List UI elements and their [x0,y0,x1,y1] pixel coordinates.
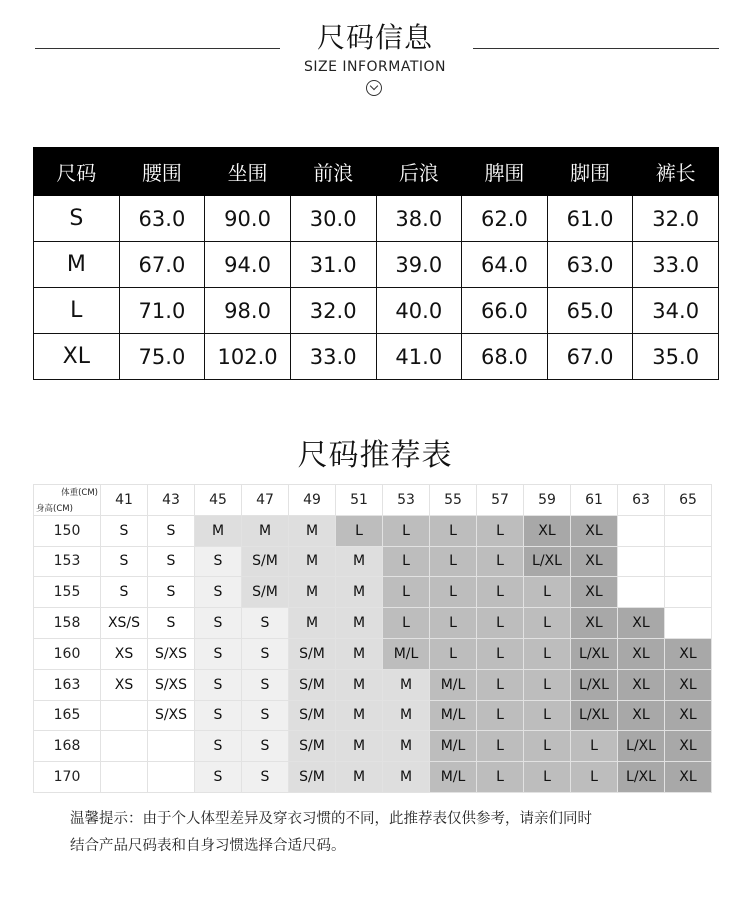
table-row [34,288,719,334]
height-header-cell: 153 [34,546,101,577]
measurement-cell: 64.0 [462,242,548,288]
height-header-cell: 170 [34,762,101,793]
measurement-cell: 67.0 [547,334,633,380]
size-table-header-cell: 腰围 [119,148,205,196]
table-row [34,242,719,288]
measurement-cell: 94.0 [205,242,291,288]
weight-header-cell: 57 [477,485,524,516]
page-title: 尺码信息 [316,21,433,54]
recommend-size-cell: M [289,515,336,546]
weight-header-cell: 49 [289,485,336,516]
weight-header-row [34,485,712,516]
recommend-size-cell: M [336,577,383,608]
recommend-size-cell [618,546,665,577]
recommend-size-cell: S [242,608,289,639]
weight-header-cell: 65 [665,485,712,516]
measurement-cell: 90.0 [205,196,291,242]
recommend-size-cell: S [195,669,242,700]
recommend-size-cell: M [242,515,289,546]
recommend-size-cell: L [477,515,524,546]
recommend-size-cell: L/XL [618,762,665,793]
recommend-size-cell: L [524,638,571,669]
weight-header-cell: 59 [524,485,571,516]
recommend-size-cell: L/XL [571,669,618,700]
weight-header-cell: 45 [195,485,242,516]
recommend-size-cell: S [101,577,148,608]
weight-header-cell: 47 [242,485,289,516]
recommend-size-cell: L [524,669,571,700]
recommend-size-cell [101,731,148,762]
measurement-cell: 35.0 [633,334,719,380]
recommend-size-cell: XS/S [101,608,148,639]
recommend-size-cell: S/XS [148,700,195,731]
measurement-cell: 39.0 [376,242,462,288]
recommend-size-cell: S [195,638,242,669]
recommend-size-cell: L/XL [618,731,665,762]
measurement-cell: 98.0 [205,288,291,334]
recommend-size-cell: S [195,546,242,577]
recommend-size-cell: XL [524,515,571,546]
recommend-size-cell: M/L [383,638,430,669]
recommend-size-cell: S [242,700,289,731]
measurement-cell: 63.0 [547,242,633,288]
table-row [34,762,712,793]
recommend-size-cell: L [524,731,571,762]
recommend-size-cell: L/XL [571,638,618,669]
measurement-cell: 71.0 [119,288,205,334]
recommend-size-cell: L [524,608,571,639]
recommend-size-cell [665,608,712,639]
recommend-size-cell: S/M [289,762,336,793]
size-table-header-cell: 尺码 [34,148,120,196]
table-row [34,608,712,639]
recommend-size-cell: XL [618,608,665,639]
weight-axis-label: 体重(CM) [61,488,98,498]
measurement-cell: 65.0 [547,288,633,334]
recommend-size-cell: S/M [242,546,289,577]
recommend-size-cell: XL [571,608,618,639]
measurement-cell: 38.0 [376,196,462,242]
corner-cell [34,485,101,516]
recommend-size-cell [148,731,195,762]
recommend-size-cell: M [336,762,383,793]
table-row [34,577,712,608]
weight-header-cell: 41 [101,485,148,516]
recommend-size-cell: XS [101,638,148,669]
recommend-size-cell: S [195,731,242,762]
recommend-size-cell: M [383,762,430,793]
table-row [34,669,712,700]
recommend-size-cell: L [477,700,524,731]
recommend-size-cell [148,762,195,793]
recommend-size-cell: M/L [430,700,477,731]
measurement-cell: 75.0 [119,334,205,380]
recommend-size-cell: S/M [242,577,289,608]
recommend-size-cell: L [430,638,477,669]
height-header-cell: 168 [34,731,101,762]
size-label-cell: S [34,196,120,242]
recommend-size-cell: XL [665,731,712,762]
recommend-size-cell: M/L [430,762,477,793]
recommend-size-cell: S/XS [148,669,195,700]
recommend-size-cell: XL [571,515,618,546]
measurement-cell: 66.0 [462,288,548,334]
recommend-size-cell: L [571,731,618,762]
measurement-cell: 63.0 [119,196,205,242]
size-table-header-cell: 脾围 [462,148,548,196]
recommend-size-cell: L [383,608,430,639]
recommend-size-cell: L [524,762,571,793]
recommend-size-cell: XL [618,700,665,731]
tip-note-line-1: 温馨提示：由于个人体型差异及穿衣习惯的不同，此推荐表仅供参考，请亲们同时 [70,811,592,827]
size-label-cell: L [34,288,120,334]
size-table-header-cell: 裤长 [633,148,719,196]
recommend-size-cell: S [148,515,195,546]
recommend-size-cell: XS [101,669,148,700]
recommend-size-cell [618,577,665,608]
measurement-cell: 62.0 [462,196,548,242]
recommend-size-cell: S [195,762,242,793]
table-row [34,546,712,577]
recommend-size-cell: L [430,577,477,608]
recommend-size-cell: L [524,700,571,731]
measurement-cell: 41.0 [376,334,462,380]
weight-header-cell: 51 [336,485,383,516]
weight-header-cell: 61 [571,485,618,516]
recommend-size-cell [665,577,712,608]
measurement-cell: 61.0 [547,196,633,242]
recommend-size-cell: L [383,577,430,608]
measurement-cell: 32.0 [290,288,376,334]
weight-header-cell: 55 [430,485,477,516]
recommend-title: 尺码推荐表 [297,438,453,473]
recommend-size-cell: S/M [289,700,336,731]
table-row [34,700,712,731]
recommend-size-cell: S [195,700,242,731]
measurement-cell: 68.0 [462,334,548,380]
measurement-cell: 33.0 [633,242,719,288]
size-label-cell: XL [34,334,120,380]
recommend-size-cell: L [430,608,477,639]
measurement-cell: 31.0 [290,242,376,288]
recommend-size-cell: S/XS [148,638,195,669]
weight-header-cell: 43 [148,485,195,516]
recommend-size-cell: M [336,731,383,762]
recommend-size-cell: M [336,608,383,639]
table-row [34,334,719,380]
size-recommend-table [33,484,712,793]
recommend-size-cell: S [242,762,289,793]
height-axis-label: 身高(CM) [36,503,73,514]
measurement-cell: 33.0 [290,334,376,380]
measurement-cell: 102.0 [205,334,291,380]
measurement-cell: 67.0 [119,242,205,288]
recommend-size-cell: S [242,731,289,762]
recommend-size-cell: L/XL [524,546,571,577]
recommend-size-cell: M/L [430,731,477,762]
recommend-size-cell [101,700,148,731]
measurement-cell: 30.0 [290,196,376,242]
recommend-size-cell: XL [618,669,665,700]
recommend-size-cell: L [477,546,524,577]
size-table-header-row [34,148,719,196]
recommend-size-cell: L [477,762,524,793]
weight-header-cell: 63 [618,485,665,516]
recommend-size-cell: M [383,700,430,731]
height-header-cell: 163 [34,669,101,700]
recommend-size-cell: XL [665,669,712,700]
recommend-size-cell: L/XL [571,700,618,731]
tip-note-line-2: 结合产品尺码表和自身习惯选择合适尺码。 [70,838,346,854]
recommend-size-cell: L [477,731,524,762]
recommend-size-cell: L [477,577,524,608]
weight-header-cell: 53 [383,485,430,516]
recommend-size-cell: S [101,515,148,546]
size-table-header-cell: 脚围 [547,148,633,196]
size-table-body [34,196,719,380]
recommend-size-cell [665,515,712,546]
recommend-size-cell: S [195,577,242,608]
table-row [34,731,712,762]
size-table-header-cell: 坐围 [205,148,291,196]
recommend-size-cell: XL [618,638,665,669]
recommend-size-cell: S/M [289,638,336,669]
measurement-cell: 40.0 [376,288,462,334]
height-header-cell: 165 [34,700,101,731]
height-header-cell: 150 [34,515,101,546]
recommend-size-cell: L [571,762,618,793]
recommend-size-cell: S/M [289,669,336,700]
size-table [33,147,719,380]
recommend-size-cell: M [336,669,383,700]
recommend-size-cell: XL [571,546,618,577]
recommend-size-cell: L [477,669,524,700]
recommend-size-cell: S/M [289,731,336,762]
recommend-size-cell: L [430,515,477,546]
recommend-size-cell [101,762,148,793]
measurement-cell: 34.0 [633,288,719,334]
recommend-size-cell: M [195,515,242,546]
recommend-size-cell: M [336,638,383,669]
size-table-header-cell: 后浪 [376,148,462,196]
recommend-size-cell: S [148,577,195,608]
recommend-size-cell: S [101,546,148,577]
recommend-size-cell: S [148,546,195,577]
recommend-size-cell: S [195,608,242,639]
recommend-size-cell: L [477,638,524,669]
recommend-size-cell: M [336,546,383,577]
recommend-size-cell [665,546,712,577]
recommend-size-cell: S [242,638,289,669]
recommend-size-cell: M [289,546,336,577]
recommend-size-cell: M/L [430,669,477,700]
table-row [34,638,712,669]
recommend-size-cell: XL [665,762,712,793]
table-row [34,196,719,242]
recommend-size-cell: L [383,515,430,546]
recommend-size-cell: XL [665,700,712,731]
recommend-size-cell: L [477,608,524,639]
size-label-cell: M [34,242,120,288]
recommend-size-cell: S [148,608,195,639]
size-table-header-cell: 前浪 [290,148,376,196]
recommend-size-cell: L [336,515,383,546]
chevron-down-icon [366,80,382,96]
recommend-size-cell: L [383,546,430,577]
recommend-size-cell: M [336,700,383,731]
table-row [34,515,712,546]
tip-note [70,806,710,860]
height-header-cell: 158 [34,608,101,639]
recommend-size-cell [618,515,665,546]
recommend-size-cell: L [430,546,477,577]
recommend-size-cell: M [383,731,430,762]
page-subtitle: SIZE INFORMATION [303,59,447,75]
height-header-cell: 160 [34,638,101,669]
recommend-size-cell: M [289,608,336,639]
measurement-cell: 32.0 [633,196,719,242]
recommend-size-cell: S [242,669,289,700]
height-header-cell: 155 [34,577,101,608]
recommend-size-cell: XL [571,577,618,608]
recommend-size-cell: L [524,577,571,608]
recommend-size-cell: M [383,669,430,700]
recommend-size-cell: M [289,577,336,608]
recommend-size-cell: XL [665,638,712,669]
